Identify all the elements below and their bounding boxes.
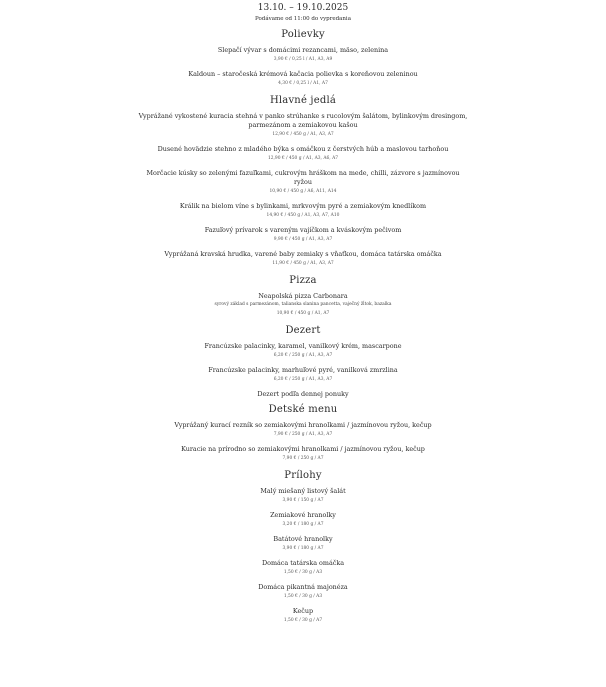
menu-item-price-info: 6,20 € / 250 g / A1, A3, A7 [273, 377, 333, 382]
menu-item [0, 390, 606, 399]
menu-item [0, 70, 606, 88]
menu-item [0, 511, 606, 529]
menu-item [0, 445, 606, 463]
menu-item-price-info: 3,90 € / 150 g / A7 [282, 498, 324, 503]
menu-item-price-info: 14,90 € / 450 g / A1, A3, A7, A10 [266, 213, 340, 218]
menu-item-name: Kuracie na prírodno so zemiakovými hranolkami / jazmínovou ryžou, kečup [181, 445, 425, 453]
menu-item-name: Slepačí vývar s domácimi rezancami, mäso, zelenina [217, 46, 389, 54]
menu-item-name: Kaldoun – staročeská krémová kačacia polievka s koreňovou zeleninou [188, 70, 418, 78]
menu-item [0, 112, 606, 139]
menu-item [0, 421, 606, 439]
menu-item-name: Francúzske palacinky, karamel, vanilkový krém, mascarpone [204, 342, 402, 350]
menu-item-price-info: 10,90 € / 450 g / A1, A7 [276, 311, 330, 316]
menu-item [0, 583, 606, 601]
menu-item-price-info: 3,90 € / 0,25 l / A1, A3, A9 [273, 57, 333, 62]
menu-item [0, 535, 606, 553]
section-title: Detské menu [268, 404, 338, 415]
menu-item-price-info: 9,90 € / 450 g / A1, A3, A7 [273, 237, 333, 242]
menu-sections [0, 28, 606, 625]
menu-item-name: Francúzske palacinky, marhuľové pyré, vanilková zmrzlina [208, 366, 398, 374]
menu-item-name: Morčacie kúsky so zelenými fazuľkami, cukrovým hráškom na mede, chilli, zázvore s jazmínovou ryžou [146, 169, 460, 186]
section-title: Hlavné jedlá [269, 95, 337, 106]
section-title: Dezert [285, 325, 321, 336]
menu-item-name: Králik na bielom víne s bylinkami, mrkvovým pyré a zemiakovým knedlíkom [179, 202, 427, 210]
menu-item-price-info: 10,90 € / 450 g / A6, A11, A14 [269, 189, 337, 194]
menu-item-name: Vyprážané vykostené kuracia stehná v panko strúhanke s rucolovým šalátom, bylinkovým dresingom, parmezánom a zemiakovou kašou [138, 112, 468, 129]
menu-item-price-info: 12,90 € / 450 g / A1, A3, A6, A7 [267, 156, 339, 161]
menu-item-name: Vyprážaný kurací rezník so zemiakovými hranolkami / jazmínovou ryžou, kečup [174, 421, 432, 429]
menu-item-price-info: 7,90 € / 250 g / A1, A3, A7 [273, 432, 333, 437]
menu-item [0, 169, 606, 196]
menu-item [0, 226, 606, 244]
menu-item-name: Kečup [292, 607, 314, 615]
menu-item-price-info: 4,30 € / 0,25 l / A1, A7 [278, 81, 328, 86]
menu-item-price-info: 6,20 € / 250 g / A1, A3, A7 [273, 353, 333, 358]
menu-item-description: syrový základ s parmezánom, talianska slanina pancetta, vaječný žĺtok, bazalka [214, 302, 392, 307]
menu-item-name: Neapolská pizza Carbonara [258, 292, 348, 300]
menu-item-price-info: 3,90 € / 180 g / A7 [282, 546, 324, 551]
menu-item-name: Dusené hovädzie stehno z mladého býka s omáčkou z čerstvých húb a maslovou tarhoňou [157, 145, 449, 153]
menu-item [0, 607, 606, 625]
menu-item-name: Fazuľový prívarok s vareným vajíčkom a kváskovým pečivom [204, 226, 402, 234]
menu-item-name: Domáca pikantná majonéza [258, 583, 348, 591]
section-title: Polievky [281, 29, 325, 40]
section-title: Prílohy [284, 470, 322, 481]
menu-item-price-info: 12,90 € / 450 g / A1, A3, A7 [272, 132, 334, 137]
menu-item-price-info: 3,20 € / 180 g / A7 [282, 522, 324, 527]
menu-item-name: Vyprážaná kravská hrudka, varené baby zemiaky s vňaťkou, domáca tatárska omáčka [164, 250, 442, 258]
menu-item-price-info: 11,90 € / 450 g / A1, A3, A7 [272, 261, 334, 266]
menu-item [0, 292, 606, 318]
section-title: Pizza [289, 275, 317, 286]
menu-item-price-info: 1,50 € / 30 g / A7 [283, 618, 323, 623]
menu-item-name: Zemiakové hranolky [270, 511, 336, 519]
menu-item-name: Dezert podľa dennej ponuky [257, 390, 349, 398]
menu-item-price-info: 1,50 € / 30 g / A3 [283, 594, 323, 599]
menu-item [0, 46, 606, 64]
menu-item-name: Domáca tatárska omáčka [261, 559, 345, 567]
menu-item-price-info: 1,50 € / 30 g / A3 [283, 570, 323, 575]
serving-note: Podávame od 11:00 do vypredania [255, 16, 351, 22]
menu-item [0, 250, 606, 268]
menu-item [0, 145, 606, 163]
menu-item-name: Malý miešaný listový šalát [260, 487, 346, 495]
menu-item-name: Batátové hranolky [273, 535, 333, 543]
date-range: 13.10. – 19.10.2025 [257, 3, 349, 13]
menu-item-price-info: 7,90 € / 250 g / A7 [282, 456, 324, 461]
menu-item [0, 487, 606, 505]
menu-item [0, 342, 606, 360]
menu-item [0, 366, 606, 384]
menu-item [0, 202, 606, 220]
menu-item [0, 559, 606, 577]
